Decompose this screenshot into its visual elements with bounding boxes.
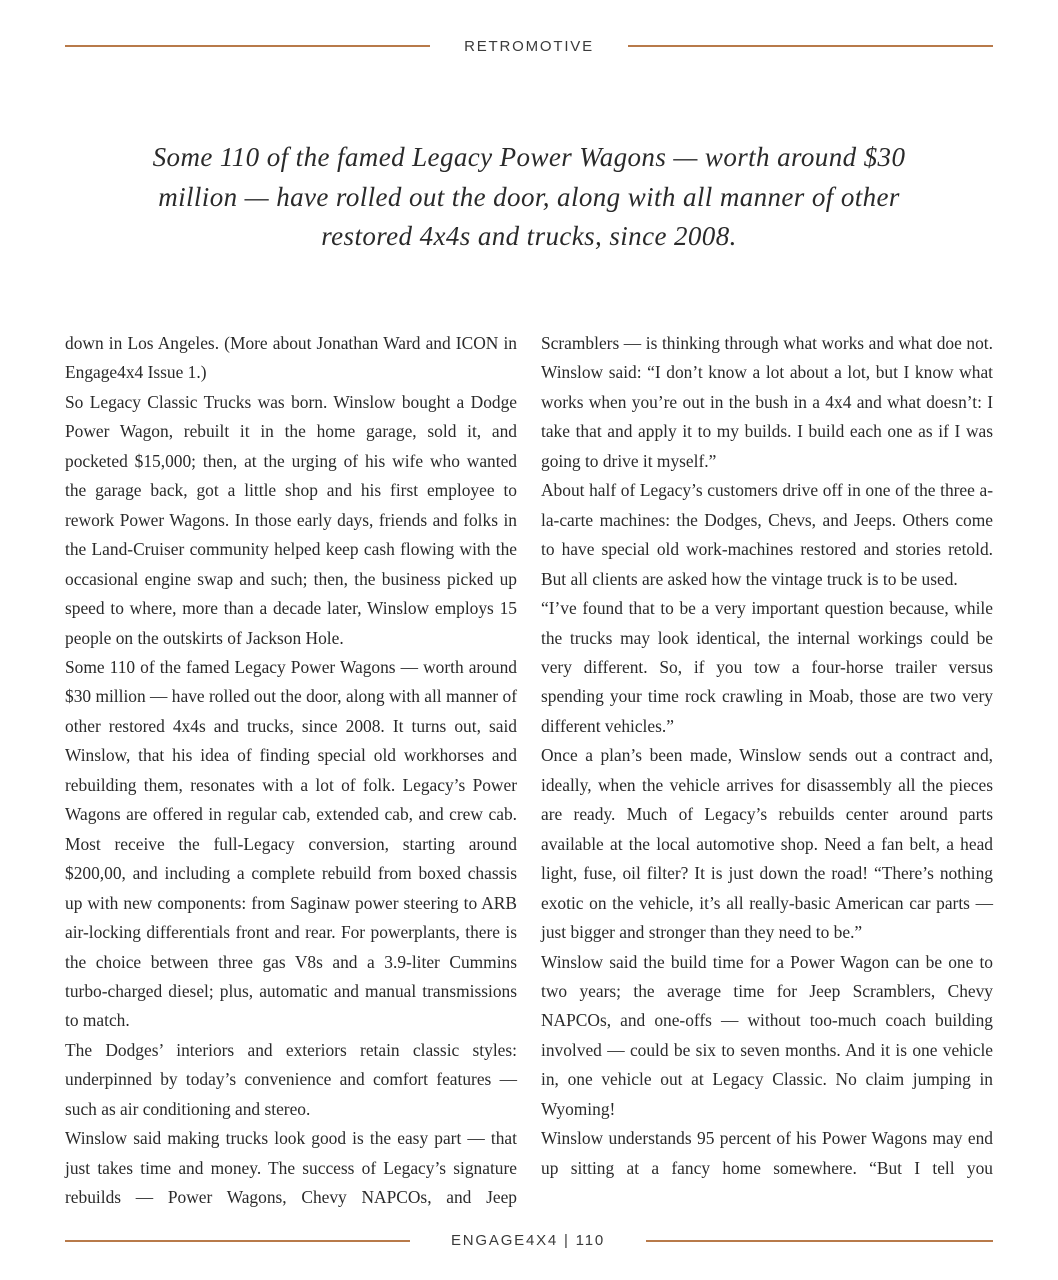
paragraph: Winslow said making trucks look good is the easy part — that just takes time and money. The success of Legacy’s signature rebuilds — Power Wagons, Chevy NAPCOs, and Jeep [65,1128,517,1208]
paragraph: “I’ve found that to be a very important question because, while the trucks may look identical, the internal workings could be very different. So, if you tow a four-horse trailer versus spending your time rock crawling in Moab, those are two very different vehicles.” [541,598,993,736]
paragraph: down in Los Angeles. (More about Jonathan Ward and ICON in Engage4x4 Issue 1.) [65,333,517,383]
left-column [65,329,517,1213]
right-column [541,329,993,1183]
section-header: RETROMOTIVE [464,38,594,55]
paragraph: Once a plan’s been made, Winslow sends out a contract and, ideally, when the vehicle arrives for disassembly all the pieces are ready. Much of Legacy’s rebuilds center around parts available at the local automotive shop. Need a fan belt, a head light, fuse, oil filter? It is just down the road! “There’s nothing exotic on the vehicle, it’s all really-basic American car parts — just bigger and stronger than they need to be.” [541,745,993,943]
header-rule-left [65,45,430,47]
paragraph: Winslow said the build time for a Power Wagon can be one to two years; the average time for Jeep Scramblers, Chevy NAPCOs, and one-offs — without too-much coach building involved — could be six to seven months. And it is one vehicle in, one vehicle out at Legacy Classic. No claim jumping in Wyoming! [541,951,993,1119]
pull-quote: Some 110 of the famed Legacy Power Wagons — worth around $30 million — have rolled out the door, along with all manner of other restored 4x4s and trucks, since 2008. [152,142,906,251]
footer-rule-right [646,1240,993,1242]
paragraph: Winslow understands 95 percent of his Power Wagons may end up sitting at a fancy home somewhere. “But I tell you [541,1128,993,1178]
footer-rule-left [65,1240,410,1242]
paragraph: The Dodges’ interiors and exteriors retain classic styles: underpinned by today’s convenience and comfort features — such as air conditioning and stereo. [65,1039,517,1119]
paragraph: Scramblers — is thinking through what works and what doe not. Winslow said: “I don’t know a lot about a lot, but I know what works when you’re out in the bush in a 4x4 and what doesn’t: I take that and apply it to my builds. I build each one as if I was going to drive it myself.” [541,333,993,471]
paragraph: Some 110 of the famed Legacy Power Wagons — worth around $30 million — have rolled out the door, along with all manner of other restored 4x4s and trucks, since 2008. It turns out, said Winslow, that his idea of finding special old workhorses and rebuilding them, resonates with a lot of folk. Legacy’s Power Wagons are offered in regular cab, extended cab, and crew cab. Most receive the full-Legacy conversion, starting around $200,00, and including a complete rebuild from boxed chassis up with new components: from Saginaw power steering to ARB air-locking differentials front and rear. For powerplants, there is the choice between three gas V8s and a 3.9-liter Cummins turbo-charged diesel; plus, automatic and manual transmissions to match. [65,656,517,1031]
paragraph: About half of Legacy’s customers drive off in one of the three a-la-carte machines: the Dodges, Chevs, and Jeeps. Others come to have special old work-machines restored and stories retold. But all clients are asked how the vintage truck is to be used. [541,480,993,589]
page-footer: ENGAGE4X4 | 110 [450,1232,606,1249]
paragraph: So Legacy Classic Trucks was born. Winslow bought a Dodge Power Wagon, rebuilt it in the home garage, sold it, and pocketed $15,000; then, at the urging of his wife who wanted the garage back, got a little shop and his first employee to rework Power Wagons. In those early days, friends and folks in the Land-Cruiser community helped keep cash flowing with the occasional engine swap and such; then, the business picked up speed to where, more than a decade later, Winslow employs 15 people on the outskirts of Jackson Hole. [65,391,517,648]
header-rule-right [628,45,993,47]
